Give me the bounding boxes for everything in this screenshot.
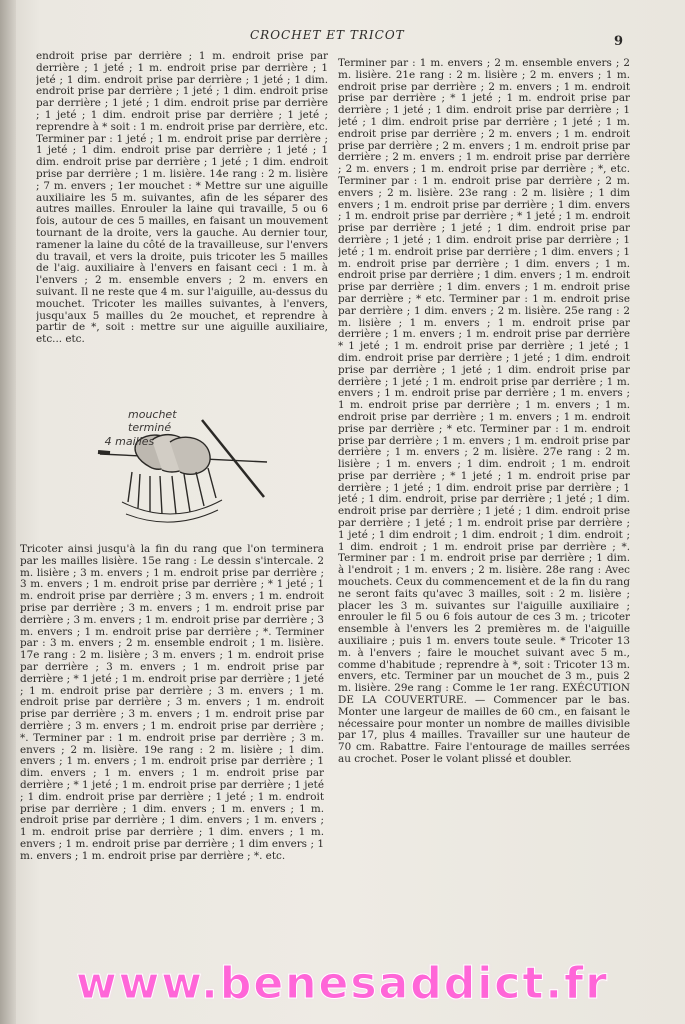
page-number: 9 xyxy=(614,34,624,49)
right-column-paragraph: Terminer par : 1 m. envers ; 2 m. ensemble envers ; 2 m. lisière. 21e rang : 2 m. lisière ; 2 m. envers ; 1 m. endroit prise par derrière ; 2 m. envers ; 1 m. endroit prise par derrière ; * 1 jeté ; 1 m. endroit prise par derrière ; 1 jeté ; 1 dim. endroit prise par derrière ; 1 jeté ; 1 dim. endroit prise par derrière ; 1 jeté ; 1 m. endroit prise par derrière ; 2 m. envers ; 1 m. endroit prise par derrière ; 2 m. envers ; 1 m. endroit prise par derrière ; 2 m. envers ; 1 m. endroit prise par derrière ; 2 m. envers ; 1 m. endroit prise par derrière ; *, etc. Terminer par : 1 m. endroit prise par derrière ; 2 m. envers ; 2 m. lisière. 23e rang : 2 m. lisière ; 1 dim envers ; 1 m. endroit prise par derrière ; 1 dim. envers ; 1 m. endroit prise par derrière ; * 1 jeté ; 1 m. endroit prise par derrière ; 1 jeté ; 1 dim. endroit prise par derrière ; 1 jeté ; 1 dim. endroit prise par derrière ; 1 jeté ; 1 m. endroit prise par derrière ; 1 dim. envers ; 1 m. endroit prise par derrière ; 1 dim. envers ; 1 m. endroit prise par derrière ; 1 dim. envers ; 1 m. endroit prise par derrière ; 1 dim. envers ; 1 m. endroit prise par derrière ; * etc. Terminer par : 1 m. endroit prise par derrière ; 1 dim. envers ; 2 m. lisière. 25e rang : 2 m. lisière ; 1 m. envers ; 1 m. endroit prise par derrière ; 1 m. envers ; 1 m. endroit prise par derrière * 1 jeté ; 1 m. endroit prise par derrière ; 1 jeté ; 1 dim. endroit prise par derrière ; 1 jeté ; 1 dim. endroit prise par derrière ; 1 jeté ; 1 dim. endroit prise par derrière ; 1 jeté ; 1 m. endroit prise par derrière ; 1 m. envers ; 1 m. endroit prise par derrière ; 1 m. envers ; 1 m. endroit prise par derrière ; 1 m. envers ; 1 m. endroit prise par derrière ; 1 m. envers ; 1 m. endroit prise par derrière ; * etc. Terminer par : 1 m. endroit prise par derrière ; 1 m. envers ; 1 m. endroit prise par derrière ; 1 m. envers ; 2 m. lisière. 27e rang : 2 m. lisière ; 1 m. envers ; 1 dim. endroit ; 1 m. endroit prise par derrière ; * 1 jeté ; 1 m. endroit prise par derrière ; 1 jeté ; 1 dim. endroit prise par derrière ; 1 jeté ; 1 dim. endroit, prise par derrière ; 1 jeté ; 1 dim. endroit prise par derrière ; 1 jeté ; 1 dim. endroit prise par derrière ; 1 jeté ; 1 m. endroit prise par derrière ; 1 jeté ; 1 dim endroit ; 1 dim. endroit ; 1 dim. endroit ; 1 dim. endroit ; 1 m. endroit prise par derrière ; *. Terminer par : 1 m. endroit prise par derrière ; 1 dim. à l'endroit ; 1 m. envers ; 2 m. lisière. 28e rang : Avec mouchets. Ceux du commencement et de la fin du rang ne seront faits qu'avec 3 mailles, soit : 2 m. lisière ; placer les 3 m. suivantes sur l'aiguille auxiliaire ; enrouler le fil 5 ou 6 fois autour de ces 3 m. ; tricoter ensemble à l'envers les 2 premières m. de l'aiguille auxiliaire ; puis 1 m. envers toute seule. * Tricoter 13 m. à l'envers ; faire le mouchet suivant avec 5 m., comme d'habitude ; reprendre à *, soit : Tricoter 13 m. envers, etc. Terminer par un mouchet de 3 m., puis 2 m. lisière. 29e rang : Comme le 1er rang. EXÉCUTION DE LA COUVERTURE. — Commencer par le bas. Monter une largeur de mailles de 60 cm., en faisant le nécessaire pour monter un nombre de mailles divisible par 17, plus 4 mailles. Travailler sur une hauteur de 70 cm. Rabattre. Faire l'entourage de mailles serrées au crochet. Poser le volant plissé et doubler. xyxy=(338,58,630,766)
left-column-top-paragraph: endroit prise par derrière ; 1 m. endroit prise par derrière ; 1 jeté ; 1 m. endroit prise par derrière ; 1 jeté ; 1 dim. endroit prise par derrière ; 1 jeté ; 1 dim. endroit prise par derrière ; 1 jeté ; 1 dim. endroit prise par derrière ; 1 jeté ; 1 dim. endroit prise par derrière ; 1 jeté ; 1 dim. endroit prise par derrière ; 1 jeté ; reprendre à * soit : 1 m. endroit prise par derrière, etc. Terminer par : 1 jeté ; 1 m. endroit prise par derrière ; 1 jeté ; 1 dim. endroit prise par derrière ; 1 jeté ; 1 dim. endroit prise par derrière ; 1 jeté ; 1 dim. endroit prise par derrière ; 1 m. lisière. 14e rang : 2 m. lisière ; 7 m. envers ; 1er mouchet : * Mettre sur une aiguille auxiliaire les 5 m. suivantes, afin de les séparer des autres mailles. Enrouler la laine qui travaille, 5 ou 6 fois, autour de ces 5 mailles, en faisant un mouvement tournant de la droite, vers la gauche. Au dernier tour, ramener la laine du côté de la travailleuse, sur l'envers du travail, et vers la droite, puis tricoter les 5 mailles de l'aig. auxiliaire à l'envers en faisant ceci : 1 m. à l'envers ; 2 m. ensemble envers ; 2 m. envers en suivant. Il ne reste que 4 m. sur l'aiguille, au-dessus du mouchet. Tricoter les mailles suivantes, à l'envers, jusqu'aux 5 mailles du 2e mouchet, et reprendre à partir de *, soit : mettre sur une aiguille auxiliaire, etc... etc. xyxy=(36,51,328,346)
right-column-text xyxy=(338,58,630,956)
left-column-top-text xyxy=(36,51,328,395)
auxiliary-needle xyxy=(202,420,264,497)
left-column-bottom-paragraph: Tricoter ainsi jusqu'à la fin du rang que l'on terminera par les mailles lisière. 15e rang : Le dessin s'intercale. 2 m. lisière ; 3 m. envers ; 1 m. endroit prise par derrière ; 3 m. envers ; 1 m. endroit prise par derrière ; * 1 jeté ; 1 m. endroit prise par derrière ; 3 m. envers ; 1 m. endroit prise par derrière ; 3 m. envers ; 1 m. endroit prise par derrière ; 3 m. envers ; 1 m. endroit prise par derrière ; 3 m. envers ; 1 m. endroit prise par derrière ; *. Terminer par : 3 m. envers ; 2 m. ensemble endroit ; 1 m. lisière. 17e rang : 2 m. lisière ; 3 m. envers ; 1 m. endroit prise par derrière ; 3 m. envers ; 1 m. endroit prise par derrière ; * 1 jeté ; 1 m. endroit prise par derrière ; 1 jeté ; 1 m. endroit prise par derrière ; 3 m. envers ; 1 m. endroit prise par derrière ; 3 m. envers ; 1 m. endroit prise par derrière ; 3 m. envers ; 1 m. endroit prise par derrière ; 3 m. envers ; 1 m. endroit prise par derrière ; *. Terminer par : 1 m. endroit prise par derrière ; 3 m. envers ; 2 m. lisière. 19e rang : 2 m. lisière ; 1 dim. envers ; 1 m. envers ; 1 m. endroit prise par derrière ; 1 dim. envers ; 1 m. envers ; 1 m. endroit prise par derrière ; * 1 jeté ; 1 m. endroit prise par derrière ; 1 jeté ; 1 dim. endroit prise par derrière ; 1 jeté ; 1 m. endroit prise par derrière ; 1 dim. envers ; 1 m. envers ; 1 m. endroit prise par derrière ; 1 dim. envers ; 1 m. envers ; 1 m. endroit prise par derrière ; 1 dim. envers ; 1 m. envers ; 1 m. endroit prise par derrière ; 1 dim envers ; 1 m. envers ; 1 m. endroit prise par derrière ; *. etc. xyxy=(20,544,324,862)
illustration-caption-text: mouchet terminé xyxy=(128,408,177,434)
illustration-label-text: 4 mailles xyxy=(104,435,155,448)
watermark: www.benesaddict.fr xyxy=(76,958,609,1009)
illustration-caption xyxy=(104,408,206,448)
page-gutter xyxy=(0,0,16,1024)
page-header: CROCHET ET TRICOT xyxy=(250,28,405,42)
left-column-bottom-text xyxy=(20,544,324,956)
